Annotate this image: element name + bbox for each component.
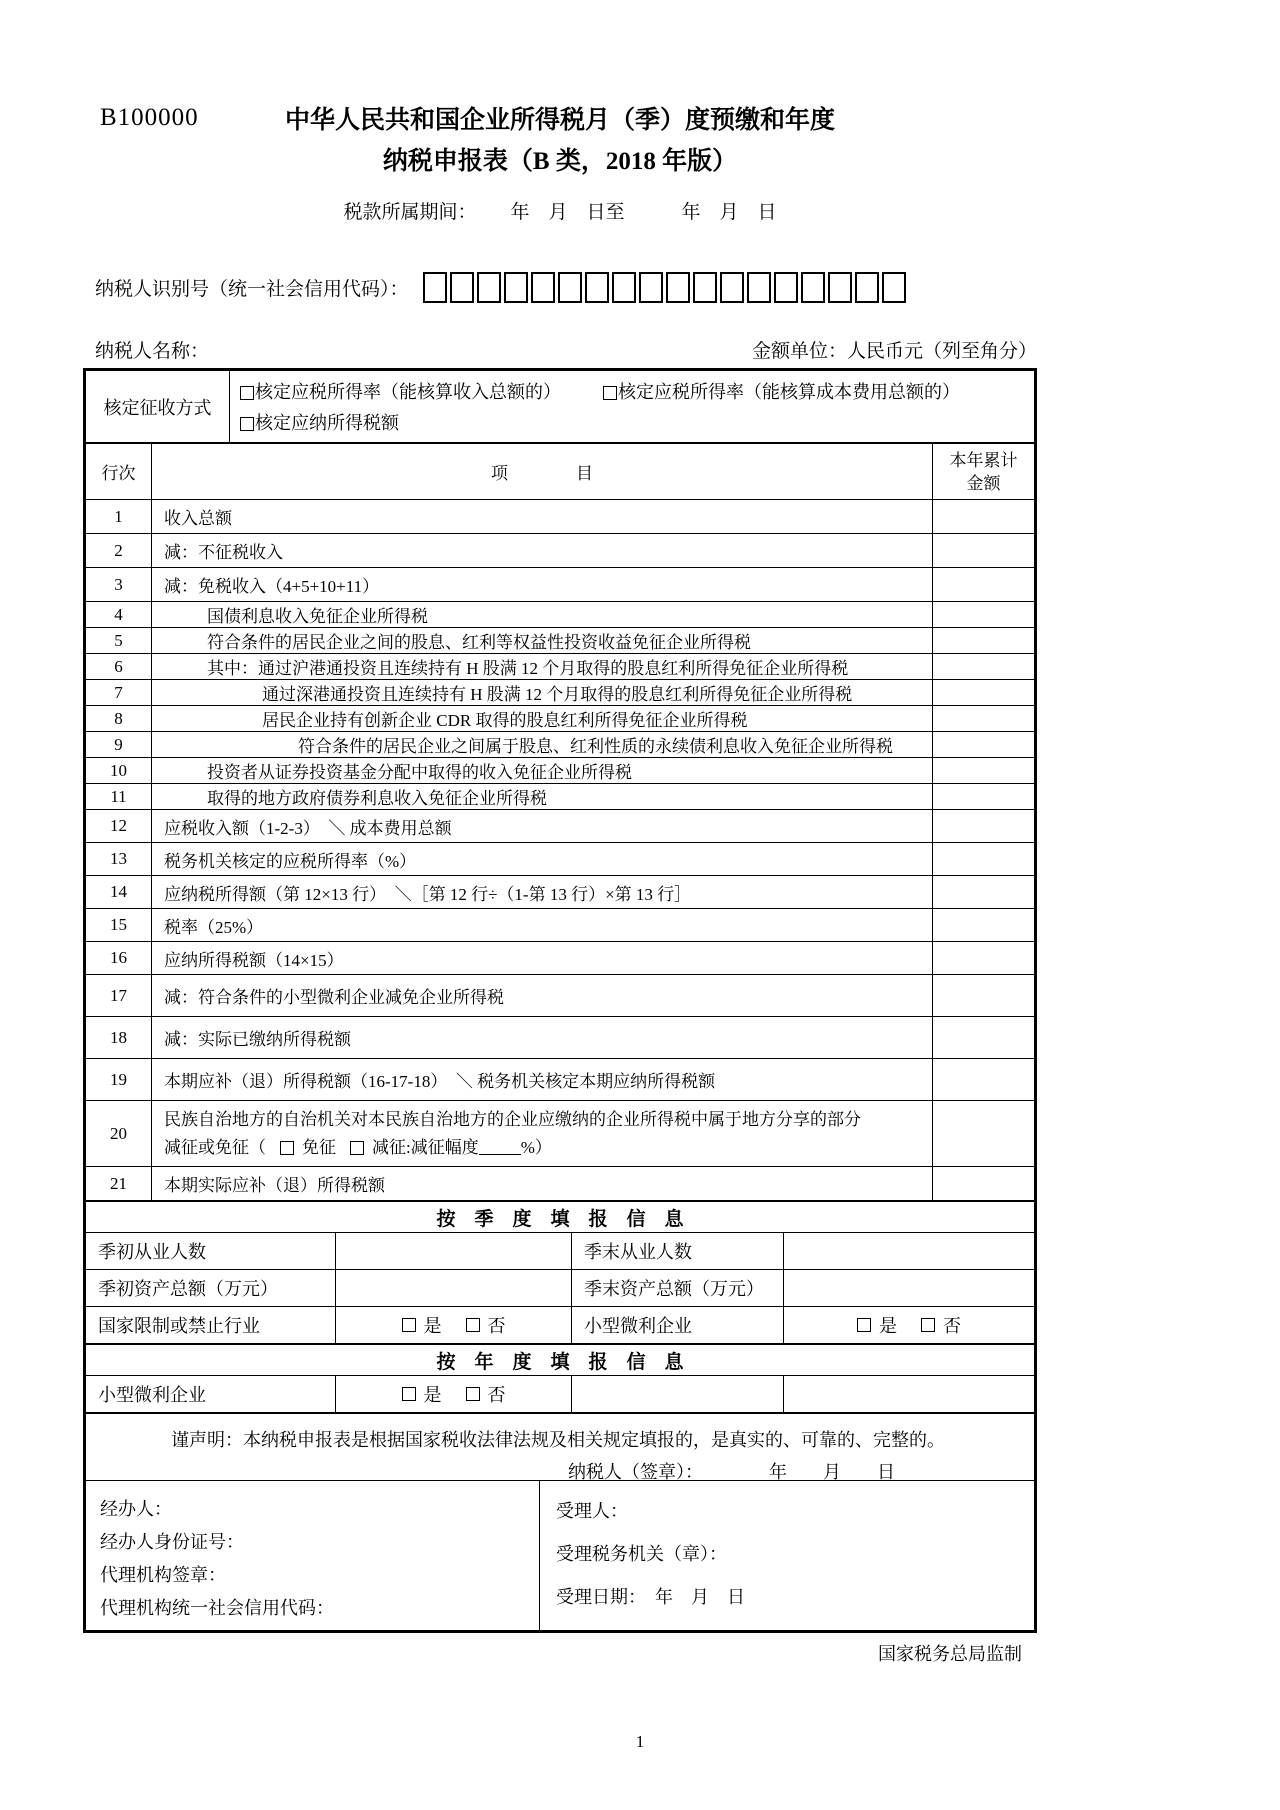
agent-id-label: 经办人身份证号： [100, 1532, 244, 1552]
row-number: 21 [86, 1167, 152, 1200]
assessment-option-2-label: 核定应税所得率（能核算成本费用总额的） [618, 382, 960, 402]
taxpayer-id-box[interactable] [504, 272, 528, 303]
small-micro-enterprise-label: 小型微利企业 [572, 1307, 784, 1343]
quarter-start-assets-label: 季初资产总额（万元） [86, 1270, 336, 1306]
row-amount-field[interactable] [932, 758, 1034, 783]
row-amount-field[interactable] [932, 732, 1034, 757]
taxpayer-signature-label: 纳税人（签章）： [568, 1462, 703, 1482]
row-number: 11 [86, 784, 152, 809]
annual-empty-cell [572, 1376, 784, 1412]
assessment-option-3-checkbox[interactable] [240, 417, 254, 431]
row-amount-field[interactable] [932, 654, 1034, 679]
row-number: 14 [86, 876, 152, 908]
row-amount-field[interactable] [932, 680, 1034, 705]
acceptance-date-label: 受理日期： 年 月 日 [556, 1587, 745, 1607]
assessment-option-2-checkbox[interactable] [603, 386, 617, 400]
exempt-checkbox[interactable] [280, 1141, 294, 1155]
row-amount-field[interactable] [932, 1017, 1034, 1058]
row-amount-field[interactable] [932, 1059, 1034, 1100]
no-label: 否 [487, 1385, 506, 1405]
row-item-label: 本期应补（退）所得税额（16-17-18） ＼ 税务机关核定本期应纳所得税额 [164, 1072, 716, 1091]
taxpayer-id-box[interactable] [450, 272, 474, 303]
small-micro-no-checkbox[interactable] [921, 1318, 935, 1332]
row-amount-field[interactable] [932, 534, 1034, 567]
assessment-option-3 [240, 409, 399, 435]
row-item-label: 减：不征税收入 [164, 543, 283, 562]
table-row-14 [86, 875, 1034, 908]
assessment-option-1 [240, 378, 561, 404]
assessment-option-2 [603, 378, 960, 404]
quarterly-section-title: 按 季 度 填 报 信 息 [86, 1200, 1034, 1232]
assessment-option-3-label: 核定应纳所得税额 [255, 413, 399, 433]
table-row-6 [86, 653, 1034, 679]
row-number: 5 [86, 628, 152, 653]
assessment-method-label: 核定征收方式 [86, 371, 230, 442]
taxpayer-id-box[interactable] [801, 272, 825, 303]
quarter-start-employees-label: 季初从业人数 [86, 1233, 336, 1269]
column-header-row-no: 行次 [86, 444, 152, 499]
table-row-13 [86, 842, 1034, 875]
taxpayer-id-box[interactable] [693, 272, 717, 303]
small-micro-enterprise-yesno [784, 1307, 1034, 1343]
assessment-method-row [86, 371, 1034, 442]
row-item-label: 减：免税收入（4+5+10+11） [164, 577, 380, 596]
row-number: 20 [86, 1101, 152, 1166]
row-item-label: 本期实际应补（退）所得税额 [164, 1176, 385, 1195]
taxpayer-id-box[interactable] [585, 272, 609, 303]
agent-cell [86, 1481, 540, 1630]
row-number: 17 [86, 975, 152, 1016]
taxpayer-id-box[interactable] [666, 272, 690, 303]
table-row-1 [86, 499, 1034, 533]
assessment-option-1-checkbox[interactable] [240, 386, 254, 400]
table-row-3 [86, 567, 1034, 601]
agent-label: 经办人： [100, 1499, 172, 1519]
taxpayer-id-box[interactable] [855, 272, 879, 303]
row-item-label: 通过深港通投资且连续持有 H 股满 12 个月取得的股息红利所得免征企业所得税 [262, 685, 853, 704]
row-item-label: 应税收入额（1-2-3） ＼ 成本费用总额 [164, 818, 452, 838]
form-code: B100000 [100, 104, 199, 131]
table-row-9 [86, 731, 1034, 757]
table-row-2 [86, 533, 1034, 567]
row-item-label: 减：符合条件的小型微利企业减免企业所得税 [164, 988, 504, 1007]
declaration-statement: 谨声明：本纳税申报表是根据国家税收法律法规及相关规定填报的，是真实的、可靠的、完整的。 [171, 1430, 945, 1450]
taxpayer-id-box[interactable] [558, 272, 582, 303]
column-header-item: 项 目 [491, 464, 593, 483]
row-amount-field[interactable] [932, 876, 1034, 908]
row-20-line2 [164, 1134, 552, 1162]
yes-label: 是 [423, 1385, 442, 1405]
agency-seal-label: 代理机构签章： [100, 1565, 226, 1585]
table-row-12 [86, 809, 1034, 842]
restricted-industry-no-checkbox[interactable] [466, 1318, 480, 1332]
row-item-label: 收入总额 [164, 509, 232, 528]
annual-small-micro-no-checkbox[interactable] [466, 1387, 480, 1401]
row-item-label: 国债利息收入免征企业所得税 [207, 607, 428, 626]
taxpayer-id-row [95, 272, 1040, 303]
annual-empty-field[interactable] [784, 1376, 1034, 1412]
table-row-17 [86, 974, 1034, 1016]
taxpayer-id-box[interactable] [828, 272, 852, 303]
row-number: 8 [86, 706, 152, 731]
row-number: 19 [86, 1059, 152, 1100]
row-20-line1: 民族自治地方的自治机关对本民族自治地方的企业应缴纳的企业所得税中属于地方分享的部分 [164, 1109, 861, 1129]
taxpayer-id-boxes[interactable] [423, 272, 909, 303]
table-row-21 [86, 1166, 1034, 1200]
annual-small-micro-yesno [336, 1376, 572, 1412]
page-number: 1 [635, 1732, 645, 1751]
row-number: 1 [86, 500, 152, 533]
row-amount-field[interactable] [932, 602, 1034, 627]
quarter-start-employees-field[interactable] [336, 1233, 572, 1269]
taxpayer-id-box[interactable] [720, 272, 744, 303]
row-number: 10 [86, 758, 152, 783]
assessment-method-options [230, 371, 1034, 442]
row-number: 13 [86, 843, 152, 875]
row-item-label: 税率（25%） [164, 917, 264, 937]
taxpayer-id-box[interactable] [477, 272, 501, 303]
quarterly-row-industry [86, 1306, 1034, 1343]
row-20-line2-prefix: 减征或免征（ [164, 1137, 266, 1157]
quarterly-row-employees [86, 1232, 1034, 1269]
row-number: 2 [86, 534, 152, 567]
quarter-end-employees-label: 季末从业人数 [572, 1233, 784, 1269]
annual-section-title: 按 年 度 填 报 信 息 [86, 1343, 1034, 1375]
table-row-20 [86, 1100, 1034, 1166]
taxpayer-id-label: 纳税人识别号（统一社会信用代码）： [95, 279, 409, 300]
form-title [83, 100, 1037, 182]
row-amount-field[interactable] [932, 500, 1034, 533]
table-row-8 [86, 705, 1034, 731]
main-table [83, 368, 1037, 1633]
small-micro-yes-checkbox[interactable] [857, 1318, 871, 1332]
table-row-18 [86, 1016, 1034, 1058]
row-amount-field[interactable] [932, 1167, 1034, 1200]
row-number: 3 [86, 568, 152, 601]
taxpayer-id-box[interactable] [612, 272, 636, 303]
row-20-close-paren: ） [534, 1137, 552, 1157]
annual-small-micro-yes-checkbox[interactable] [402, 1387, 416, 1401]
restricted-industry-yes-checkbox[interactable] [402, 1318, 416, 1332]
row-item-label: 投资者从证券投资基金分配中取得的收入免征企业所得税 [207, 763, 632, 782]
issuer-label: 国家税务总局监制 [878, 1644, 1022, 1664]
table-row-4 [86, 601, 1034, 627]
acceptance-cell [540, 1481, 1034, 1630]
row-item-label: 取得的地方政府债券利息收入免征企业所得税 [207, 789, 547, 808]
row-amount-field[interactable] [932, 810, 1034, 842]
table-header-row [86, 442, 1034, 499]
row-amount-field[interactable] [932, 909, 1034, 941]
taxpayer-id-box[interactable] [531, 272, 555, 303]
taxpayer-name-row [95, 336, 1037, 363]
reduce-option-label: 减征:减征幅度 [372, 1137, 479, 1157]
column-header-amount-line1: 本年累计 [949, 450, 1018, 470]
row-number: 16 [86, 942, 152, 974]
row-item-label: 税务机关核定的应税所得率（%） [164, 851, 417, 871]
taxpayer-id-box[interactable] [423, 272, 447, 303]
row-amount-field[interactable] [932, 942, 1034, 974]
assessment-option-1-label: 核定应税所得率（能核算收入总额的） [255, 382, 561, 402]
handling-section [86, 1480, 1034, 1630]
row-item-label: 减：实际已缴纳所得税额 [164, 1030, 351, 1049]
yes-label: 是 [879, 1316, 897, 1336]
taxpayer-id-box[interactable] [639, 272, 663, 303]
taxpayer-id-box[interactable] [882, 272, 906, 303]
row-number: 18 [86, 1017, 152, 1058]
row-number: 6 [86, 654, 152, 679]
quarterly-row-assets [86, 1269, 1034, 1306]
row-item-label: 应纳税所得额（第 12×13 行） ＼［第 12 行÷（1-第 13 行）×第 13 行］ [164, 884, 692, 904]
row-item-label: 符合条件的居民企业之间的股息、红利等权益性投资收益免征企业所得税 [207, 633, 751, 652]
reduce-checkbox[interactable] [350, 1141, 364, 1155]
tax-period-row [83, 197, 1037, 224]
acceptor-label: 受理人： [556, 1501, 628, 1521]
restricted-industry-yesno [336, 1307, 572, 1343]
yes-label: 是 [423, 1316, 442, 1336]
annual-small-micro-label: 小型微利企业 [86, 1376, 336, 1412]
exempt-option-label: 免征 [302, 1137, 336, 1157]
table-row-10 [86, 757, 1034, 783]
agency-credit-code-label: 代理机构统一社会信用代码： [100, 1598, 334, 1618]
row-number: 9 [86, 732, 152, 757]
restricted-industry-label: 国家限制或禁止行业 [86, 1307, 336, 1343]
taxpayer-id-box[interactable] [747, 272, 771, 303]
table-row-5 [86, 627, 1034, 653]
quarter-end-assets-label: 季末资产总额（万元） [572, 1270, 784, 1306]
row-item-label: 其中：通过沪港通投资且连续持有 H 股满 12 个月取得的股息红利所得免征企业所得税 [207, 659, 849, 678]
column-header-amount [932, 444, 1034, 499]
quarter-end-assets-field[interactable] [784, 1270, 1034, 1306]
form-title-line1: 中华人民共和国企业所得税月（季）度预缴和年度 [284, 107, 835, 134]
tax-period-fields: 年 月 日至 年 月 日 [510, 202, 777, 223]
quarter-start-assets-field[interactable] [336, 1270, 572, 1306]
row-item-label [152, 1101, 932, 1166]
row-item-label: 居民企业持有创新企业 CDR 取得的股息红利所得免征企业所得税 [262, 711, 748, 730]
table-row-15 [86, 908, 1034, 941]
no-label: 否 [943, 1316, 961, 1336]
tax-period-label: 税款所属期间： [343, 202, 477, 223]
row-amount-field[interactable] [932, 975, 1034, 1016]
no-label: 否 [487, 1316, 506, 1336]
row-number: 12 [86, 810, 152, 842]
table-row-7 [86, 679, 1034, 705]
column-header-amount-line2: 金额 [966, 473, 1001, 493]
signature-date-fields: 年 月 日 [769, 1462, 895, 1482]
row-amount-field[interactable] [932, 784, 1034, 809]
quarter-end-employees-field[interactable] [784, 1233, 1034, 1269]
row-number: 4 [86, 602, 152, 627]
row-item-label: 应纳所得税额（14×15） [164, 950, 344, 970]
row-number: 15 [86, 909, 152, 941]
amount-unit-label: 金额单位：人民币元（列至角分） [751, 341, 1037, 362]
row-number: 7 [86, 680, 152, 705]
table-row-11 [86, 783, 1034, 809]
table-row-16 [86, 941, 1034, 974]
row-item-label: 符合条件的居民企业之间属于股息、红利性质的永续债利息收入免征企业所得税 [298, 737, 893, 756]
accepting-authority-label: 受理税务机关（章）： [556, 1544, 727, 1564]
percent-sign: % [520, 1137, 535, 1157]
reduction-rate-blank[interactable] [479, 1140, 521, 1155]
row-amount-field[interactable] [932, 1101, 1034, 1166]
table-row-19 [86, 1058, 1034, 1100]
taxpayer-id-box[interactable] [774, 272, 798, 303]
row-amount-field[interactable] [932, 843, 1034, 875]
taxpayer-name-label: 纳税人名称： [95, 341, 210, 362]
declaration-section [86, 1412, 1034, 1480]
annual-row-small-micro [86, 1375, 1034, 1412]
row-amount-field[interactable] [932, 628, 1034, 653]
row-amount-field[interactable] [932, 568, 1034, 601]
row-amount-field[interactable] [932, 706, 1034, 731]
form-title-line2: 纳税申报表（B 类，2018 年版） [382, 148, 738, 175]
